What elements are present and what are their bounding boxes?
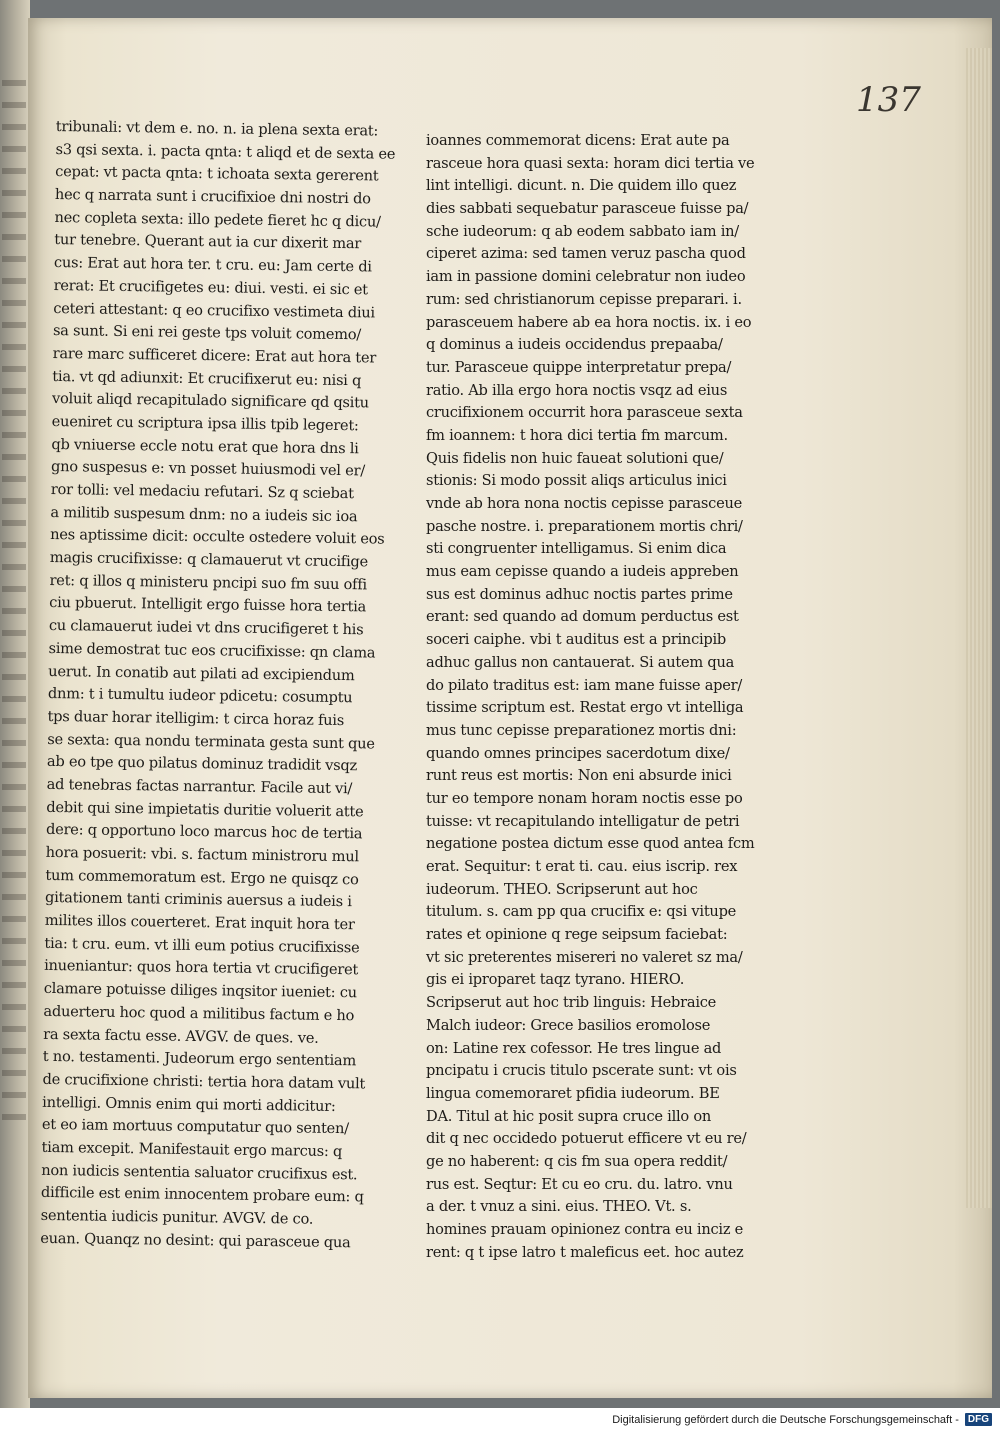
text-line: iudeorum. THEO. Scripserunt aut hoc (426, 880, 698, 898)
text-line: ciu pbuerut. Intelligit ergo fuisse hora tertia (49, 594, 367, 616)
folio-number: 137 (856, 80, 921, 120)
dfg-logo: DFG (965, 1413, 992, 1426)
text-line: Scripserut aut hoc trib linguis: Hebraice (426, 994, 717, 1012)
text-line: s3 qsi sexta. i. pacta qnta: t aliqd et de sexta ee (55, 140, 396, 163)
text-line: fm ioannem: t hora dici tertia fm marcum. (426, 426, 728, 444)
text-line: tuisse: vt recapitulando intelligatur de petri (426, 812, 740, 830)
facing-page-edge (0, 0, 30, 1408)
text-line: pncipatu i crucis titulo pscerate sunt: vt ois (426, 1062, 737, 1080)
text-line: ra sexta factu esse. AVGV. de ques. ve. (43, 1025, 319, 1047)
text-line: tissime scriptum est. Restat ergo vt intelliga (426, 699, 744, 717)
text-line: vt sic preterentes misereri no valeret sz ma/ (426, 948, 743, 966)
text-line: lint intelligi. dicunt. n. Die quidem illo quez (426, 177, 737, 195)
text-line: sus est dominus adhuc noctis partes prime (426, 585, 733, 603)
text-line: DA. Titul at hic posit supra cruce illo on (426, 1107, 712, 1125)
text-line: hora posuerit: vbi. s. factum ministroru mul (45, 843, 359, 866)
text-line: tps duar horar itelligim: t circa horaz fuis (47, 707, 345, 729)
text-line: voluit aliqd recapitulado significare qd qsitu (51, 390, 370, 412)
text-line: tur eo tempore nonam horam noctis esse po (426, 789, 743, 807)
text-line: cus: Erat aut hora ter. t cru. eu: Jam certe di (53, 254, 372, 276)
text-line: rent: q t ipse latro t maleficus eet. hoc autez (426, 1243, 744, 1261)
text-line: a militib suspesum dnm: no a iudeis sic ioa (50, 503, 358, 525)
text-line: sa sunt. Si eni rei geste tps voluit comemo/ (52, 322, 362, 344)
text-line: difficile est enim innocentem probare eum: q (40, 1184, 364, 1206)
text-line: tribunali: vt dem e. no. n. ia plena sexta erat: (55, 117, 379, 140)
text-line: rare marc sufficeret dicere: Erat aut hora ter (52, 344, 377, 367)
text-line: pasche nostre. i. preparationem mortis chri/ (426, 517, 743, 535)
text-line: ceteri attestant: q eo crucifixo vestimeta diui (53, 299, 376, 321)
text-line: intelligi. Omnis enim qui morti addicitur: (42, 1093, 336, 1115)
text-line: milites illos couerteret. Erat inquit hora ter (44, 911, 355, 934)
text-line: tia. vt qd adiunxit: Et crucifixerut eu: nisi q (52, 367, 362, 389)
text-line: tur tenebre. Querant aut ia cur dixerit mar (54, 231, 362, 253)
text-line: crucifixionem occurrit hora parasceue sexta (426, 404, 743, 422)
text-line: ioannes commemorat dicens: Erat aute pa (426, 132, 730, 149)
text-line: Malch iudeor: Grece basilios eromolose (426, 1016, 711, 1034)
text-line: rerat: Et crucifigetes eu: diui. vesti. ei sic et (53, 276, 368, 299)
text-line: euan. Quanqz no desint: qui parasceue qua (40, 1229, 351, 1251)
text-line: dnm: t i tumultu iudeor pdicetu: cosumptu (47, 685, 353, 707)
text-line: stionis: Si modo possit aliqs articulus inici (426, 472, 727, 490)
text-line: gno suspesus e: vn posset huiusmodi vel er/ (50, 458, 366, 480)
text-line: aduerteru hoc quod a militibus factum e ho (43, 1002, 355, 1025)
text-line: cepat: vt pacta qnta: t ichoata sexta gererent (55, 163, 379, 185)
footer-bar (0, 1408, 1000, 1431)
text-line: ad tenebras factas narrantur. Facile aut vi/ (46, 775, 353, 798)
text-line: magis crucifixisse: q clamauerut vt crucifige (49, 549, 369, 571)
text-line: on: Latine rex cofessor. He tres lingue ad (426, 1039, 722, 1057)
text-line: t no. testamenti. Judeorum ergo sententiam (42, 1048, 357, 1070)
text-line: sche iudeorum: q ab eodem sabbato iam in/ (426, 222, 739, 240)
text-line: lingua comemoraret pfidia iudeorum. BE (426, 1084, 720, 1102)
text-line: tiam excepit. Manifestauit ergo marcus: q (41, 1138, 343, 1161)
text-line: tur. Parasceue quippe interpretatur prepa/ (426, 358, 732, 376)
facing-page-text-fragment (2, 80, 26, 1130)
text-line: ret: q illos q ministeru pncipi suo fm suu offi (49, 571, 367, 594)
text-line: iam in passione domini celebratur non iudeo (426, 268, 746, 286)
text-line: inueniantur: quos hora tertia vt crucifigeret (44, 957, 359, 979)
text-line: quando omnes principes sacerdotum dixe/ (426, 744, 730, 762)
text-line: mus eam cepisse quando a iudeis appreben (426, 563, 739, 581)
text-line: se sexta: qua nondu terminata gesta sunt que (47, 730, 375, 753)
page-fore-edge (966, 48, 992, 1208)
text-line: rates et opinione q rege seipsum faciebat: (426, 926, 728, 944)
book-page (28, 18, 992, 1398)
text-line: ge no haberent: q cis fm sua opera reddit/ (426, 1152, 728, 1170)
text-line: tum commemoratum est. Ergo ne quisqz co (45, 866, 359, 888)
text-line: gitationem tanti criminis auersus a iudeis i (44, 889, 352, 911)
text-line: gis ei iproparet taqz tyrano. HIERO. (426, 971, 685, 989)
text-line: ciperet azima: sed tamen veruz pascha quod (426, 245, 746, 263)
text-line: runt reus est mortis: Non eni absurde inici (426, 767, 732, 785)
text-line: homines prauam opinionez contra eu inciz e (426, 1221, 744, 1238)
text-line: uerut. In conatib aut pilati ad excipiendum (48, 662, 355, 684)
text-line: erat. Sequitur: t erat ti. cau. eius iscrip. rex (426, 858, 738, 875)
text-line: clamare potuisse diliges inqsitor iueniet: cu (43, 980, 357, 1002)
text-line: ror tolli: vel medaciu refutari. Sz q sciebat (50, 480, 354, 503)
text-line: rum: sed christianorum cepisse preparari. i. (426, 290, 742, 308)
text-line: sententia iudicis punitur. AVGV. de co. (40, 1206, 314, 1228)
text-line: titulum. s. cam pp qua crucifix e: qsi vitupe (426, 903, 737, 921)
text-line: rus est. Seqtur: Et cu eo cru. du. latro. vnu (426, 1175, 733, 1193)
text-line: sti congruenter intelligamus. Si enim dica (426, 540, 727, 558)
text-line: mus tunc cepisse preparationez mortis dni: (426, 721, 737, 739)
text-line: ratio. Ab illa ergo hora noctis vsqz ad eius (426, 381, 728, 399)
text-line: debit qui sine impietatis duritie voluerit atte (46, 798, 364, 820)
text-line: dies sabbati sequebatur parasceue fuisse pa/ (426, 200, 749, 218)
text-line: vnde ab hora nona noctis cepisse parasceue (426, 495, 743, 512)
text-line: rasceue hora quasi sexta: horam dici tertia ve (426, 154, 755, 172)
text-line: nec copleta sexta: illo pedete fieret hc q dicu/ (54, 208, 381, 231)
text-line: hec q narrata sunt i crucifixioe dni nostri do (54, 186, 371, 208)
text-line: erant: sed quando ad domum perductus est (426, 608, 739, 626)
text-line: nes aptissime dicit: occulte ostedere voluit eos (50, 526, 385, 549)
text-line: non iudicis sententia saluator crucifixus est. (41, 1161, 358, 1183)
text-line: do pilato traditus est: iam mane fuisse aper/ (426, 676, 743, 694)
text-line: parasceuem habere ab ea hora noctis. ix. i eo (426, 313, 752, 331)
text-line: dit q nec occidedo potuerut efficere vt eu re/ (426, 1130, 747, 1148)
text-line: et eo iam mortuus computatur quo senten/ (41, 1116, 349, 1138)
text-line: cu clamauerut iudei vt dns crucifigeret t his (48, 617, 364, 639)
text-line: sime demostrat tuc eos crucifixisse: qn clama (48, 639, 376, 662)
text-line: negatione postea dictum esse quod antea fcm (426, 835, 755, 853)
text-line: qb vniuerse eccle notu erat que hora dns li (51, 435, 359, 457)
funding-credit: Digitalisierung gefördert durch die Deutsche Forschungsgemeinschaft - (612, 1413, 959, 1426)
text-line: Quis fidelis non huic faueat solutioni que/ (426, 449, 724, 467)
text-line: eueniret cu scriptura ipsa illis tpib legeret: (51, 412, 359, 435)
text-line: tia: t cru. eum. vt illi eum potius crucifixisse (44, 934, 360, 957)
text-line: ab eo tpe quo pilatus dominuz tradidit vsqz (46, 753, 358, 775)
right-text-column (426, 130, 816, 1264)
text-line: soceri caiphe. vbi t auditus est a principib (426, 631, 727, 649)
text-line: q dominus a iudeis occidendus prepaaba/ (426, 336, 723, 354)
left-text-column (40, 116, 426, 1255)
text-line: de crucifixione christi: tertia hora datam vult (42, 1070, 366, 1093)
text-line: dere: q opportuno loco marcus hoc de tertia (45, 821, 363, 843)
text-line: a der. t vnuz a sini. eius. THEO. Vt. s. (426, 1198, 692, 1216)
text-line: adhuc gallus non cantauerat. Si autem qua (426, 653, 735, 671)
